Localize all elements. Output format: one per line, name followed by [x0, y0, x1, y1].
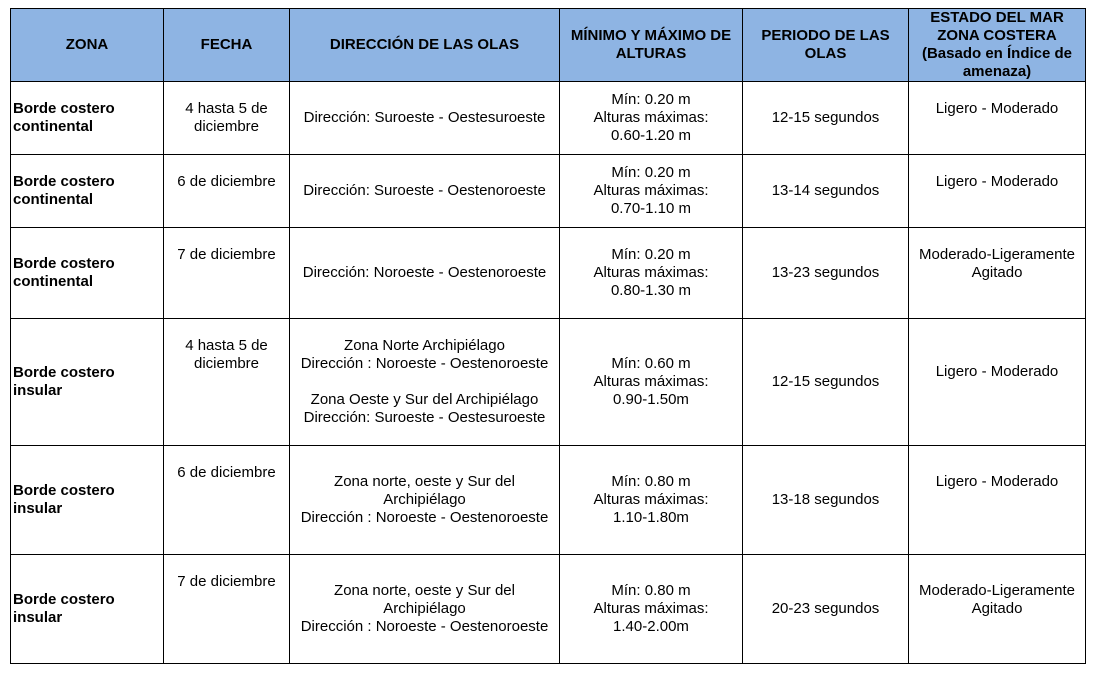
direccion-cell: Dirección: Noroeste - Oestenoroeste — [290, 228, 560, 319]
header-row — [11, 9, 1086, 82]
header-fecha: FECHA — [164, 9, 290, 82]
direccion-cell: Zona norte, oeste y Sur del Archipiélago Dirección : Noroeste - Oestenoroeste — [290, 555, 560, 664]
table-row — [11, 446, 1086, 555]
zona-cell: Borde costero continental — [11, 228, 164, 319]
alturas-cell: Mín: 0.60 m Alturas máximas: 0.90-1.50m — [560, 319, 743, 446]
fecha-cell: 4 hasta 5 de diciembre — [164, 319, 290, 446]
zona-cell: Borde costero insular — [11, 555, 164, 664]
fecha-cell: 7 de diciembre — [164, 555, 290, 664]
direccion-cell: Dirección: Suroeste - Oestenoroeste — [290, 155, 560, 228]
estado-cell: Ligero - Moderado — [909, 155, 1086, 228]
zona-cell: Borde costero insular — [11, 319, 164, 446]
alturas-cell: Mín: 0.80 m Alturas máximas: 1.40-2.00m — [560, 555, 743, 664]
table-row — [11, 555, 1086, 664]
table-row — [11, 228, 1086, 319]
fecha-cell: 6 de diciembre — [164, 446, 290, 555]
direccion-cell: Dirección: Suroeste - Oestesuroeste — [290, 82, 560, 155]
alturas-cell: Mín: 0.80 m Alturas máximas: 1.10-1.80m — [560, 446, 743, 555]
direccion-cell: Zona norte, oeste y Sur del Archipiélago Dirección : Noroeste - Oestenoroeste — [290, 446, 560, 555]
periodo-cell: 12-15 segundos — [743, 319, 909, 446]
header-periodo: PERIODO DE LAS OLAS — [743, 9, 909, 82]
estado-cell: Moderado-Ligeramente Agitado — [909, 228, 1086, 319]
header-alturas: MÍNIMO Y MÁXIMO DE ALTURAS — [560, 9, 743, 82]
header-estado: ESTADO DEL MAR ZONA COSTERA (Basado en Índice de amenaza) — [909, 9, 1086, 82]
estado-cell: Ligero - Moderado — [909, 82, 1086, 155]
alturas-cell: Mín: 0.20 m Alturas máximas: 0.70-1.10 m — [560, 155, 743, 228]
fecha-cell: 7 de diciembre — [164, 228, 290, 319]
periodo-cell: 12-15 segundos — [743, 82, 909, 155]
alturas-cell: Mín: 0.20 m Alturas máximas: 0.60-1.20 m — [560, 82, 743, 155]
table-row — [11, 155, 1086, 228]
periodo-cell: 13-14 segundos — [743, 155, 909, 228]
periodo-cell: 13-23 segundos — [743, 228, 909, 319]
estado-cell: Moderado-Ligeramente Agitado — [909, 555, 1086, 664]
table-row — [11, 319, 1086, 446]
wave-forecast-table — [10, 8, 1086, 664]
zona-cell: Borde costero insular — [11, 446, 164, 555]
table-row — [11, 82, 1086, 155]
zona-cell: Borde costero continental — [11, 82, 164, 155]
periodo-cell: 20-23 segundos — [743, 555, 909, 664]
header-direccion: DIRECCIÓN DE LAS OLAS — [290, 9, 560, 82]
estado-cell: Ligero - Moderado — [909, 319, 1086, 446]
fecha-cell: 6 de diciembre — [164, 155, 290, 228]
periodo-cell: 13-18 segundos — [743, 446, 909, 555]
header-zona: ZONA — [11, 9, 164, 82]
fecha-cell: 4 hasta 5 de diciembre — [164, 82, 290, 155]
estado-cell: Ligero - Moderado — [909, 446, 1086, 555]
zona-cell: Borde costero continental — [11, 155, 164, 228]
direccion-cell: Zona Norte Archipiélago Dirección : Noroeste - Oestenoroeste Zona Oeste y Sur del Archipiélago Dirección: Suroeste - Oestesuroeste — [290, 319, 560, 446]
alturas-cell: Mín: 0.20 m Alturas máximas: 0.80-1.30 m — [560, 228, 743, 319]
